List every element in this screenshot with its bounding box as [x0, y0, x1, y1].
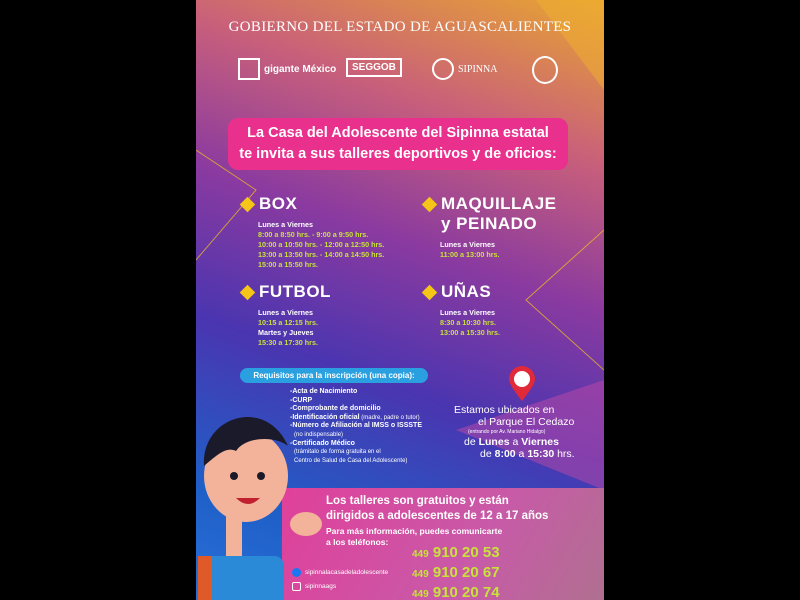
schedule-line: Lunes a Viernes: [440, 240, 495, 249]
invitation-banner: La Casa del Adolescente del Sipinna estatal te invita a sus talleres deportivos y de oficios:: [228, 118, 568, 170]
schedule-line: 10:15 a 12:15 hrs.: [258, 318, 318, 327]
schedule-line: Lunes a Viernes: [258, 220, 313, 229]
diamond-icon: [240, 284, 256, 300]
requirement-item: (trámitalo de forma gratuita en el: [294, 449, 381, 456]
phone-number[interactable]: 449 910 20 74: [412, 584, 500, 600]
schedule-line: 13:00 a 15:30 hrs.: [440, 328, 500, 337]
location-line1: Estamos ubicados en: [454, 404, 555, 416]
instagram-icon: [292, 582, 301, 591]
requirement-item: -Comprobante de domicilio: [290, 405, 381, 413]
location-days: de Lunes a Viernes: [464, 436, 559, 448]
phone-list: [412, 544, 500, 600]
contact-info: Para más información, puedes comunicarte a los teléfonos:: [326, 526, 503, 547]
schedule-line: Lunes a Viernes: [258, 308, 313, 317]
logo-gigante: gigante México: [238, 58, 336, 80]
schedule-line: Lunes a Viernes: [440, 308, 495, 317]
schedule-line: 15:30 a 17:30 hrs.: [258, 338, 318, 347]
workshop-box: BOX Lunes a Viernes 8:00 a 8:50 hrs. - 9:00 a 9:50 hrs. 10:00 a 10:50 hrs. - 12:00 a 12:50 hrs. 13:00 a 13:50 hrs. - 14:00 a 14:50 hrs. 15:00 a 15:50 hrs.: [242, 194, 384, 270]
requirement-item: -CURP: [290, 396, 313, 404]
requirement-item: -Certificado Médico: [290, 439, 355, 447]
facebook-link[interactable]: sipinnalacasadeladolescente: [292, 568, 388, 577]
location-hours: de 8:00 a 15:30 hrs.: [480, 448, 575, 460]
free-notice: Los talleres son gratuitos y están dirigidos a adolescentes de 12 a 17 años: [326, 495, 549, 522]
logo-casa-adolescente: [532, 56, 558, 84]
requirement-item: -Acta de Nacimiento: [290, 388, 358, 395]
diamond-icon: [422, 284, 438, 300]
schedule-line: 8:30 a 10:30 hrs.: [440, 318, 496, 327]
schedule-line: 15:00 a 15:50 hrs.: [258, 260, 318, 269]
schedule-line: 8:00 a 8:50 hrs. - 9:00 a 9:50 hrs.: [258, 230, 369, 239]
diamond-icon: [422, 196, 438, 212]
schedule-line: Martes y Jueves: [258, 328, 314, 337]
workshop-unas: UÑAS Lunes a Viernes 8:30 a 10:30 hrs. 13:00 a 15:30 hrs.: [424, 282, 500, 338]
requirement-item: -Identificación oficial (madre, padre o tutor): [290, 413, 420, 421]
government-title: GOBIERNO DEL ESTADO DE AGUASCALIENTES: [228, 19, 572, 35]
schedule-line: 10:00 a 10:50 hrs. - 12:00 a 12:50 hrs.: [258, 240, 385, 249]
phone-number[interactable]: 449 910 20 67: [412, 564, 500, 581]
phone-number[interactable]: 449 910 20 53: [412, 544, 500, 561]
facebook-icon: [292, 568, 301, 577]
poster: [196, 0, 604, 600]
workshop-futbol: FUTBOL Lunes a Viernes 10:15 a 12:15 hrs. Martes y Jueves 15:30 a 17:30 hrs.: [242, 282, 331, 348]
workshop-maquillaje: MAQUILLAJE y PEINADO Lunes a Viernes 11:00 a 13:00 hrs.: [424, 194, 557, 260]
logo-sipinna: SIPINNA: [432, 58, 497, 80]
location-line2: el Parque El Cedazo: [478, 416, 575, 428]
location-note: (entrando por Av. Mariano Hidalgo): [468, 429, 546, 435]
logo-seggob: SEGGOB: [346, 58, 402, 77]
schedule-line: 13:00 a 13:50 hrs. - 14:00 a 14:50 hrs.: [258, 250, 385, 259]
requirement-item: (no indispensable): [294, 431, 344, 438]
requirement-item: Centro de Salud de Casa del Adolescente): [294, 457, 408, 464]
schedule-line: 11:00 a 13:00 hrs.: [440, 250, 500, 259]
diamond-icon: [240, 196, 256, 212]
requirements-title: Requisitos para la inscripción (una copia):: [240, 368, 428, 383]
location-pin-icon: [508, 366, 536, 402]
requirement-item: -Número de Afiliación al IMSS o ISSSTE: [290, 422, 422, 430]
instagram-link[interactable]: sipinnaags: [292, 582, 336, 591]
